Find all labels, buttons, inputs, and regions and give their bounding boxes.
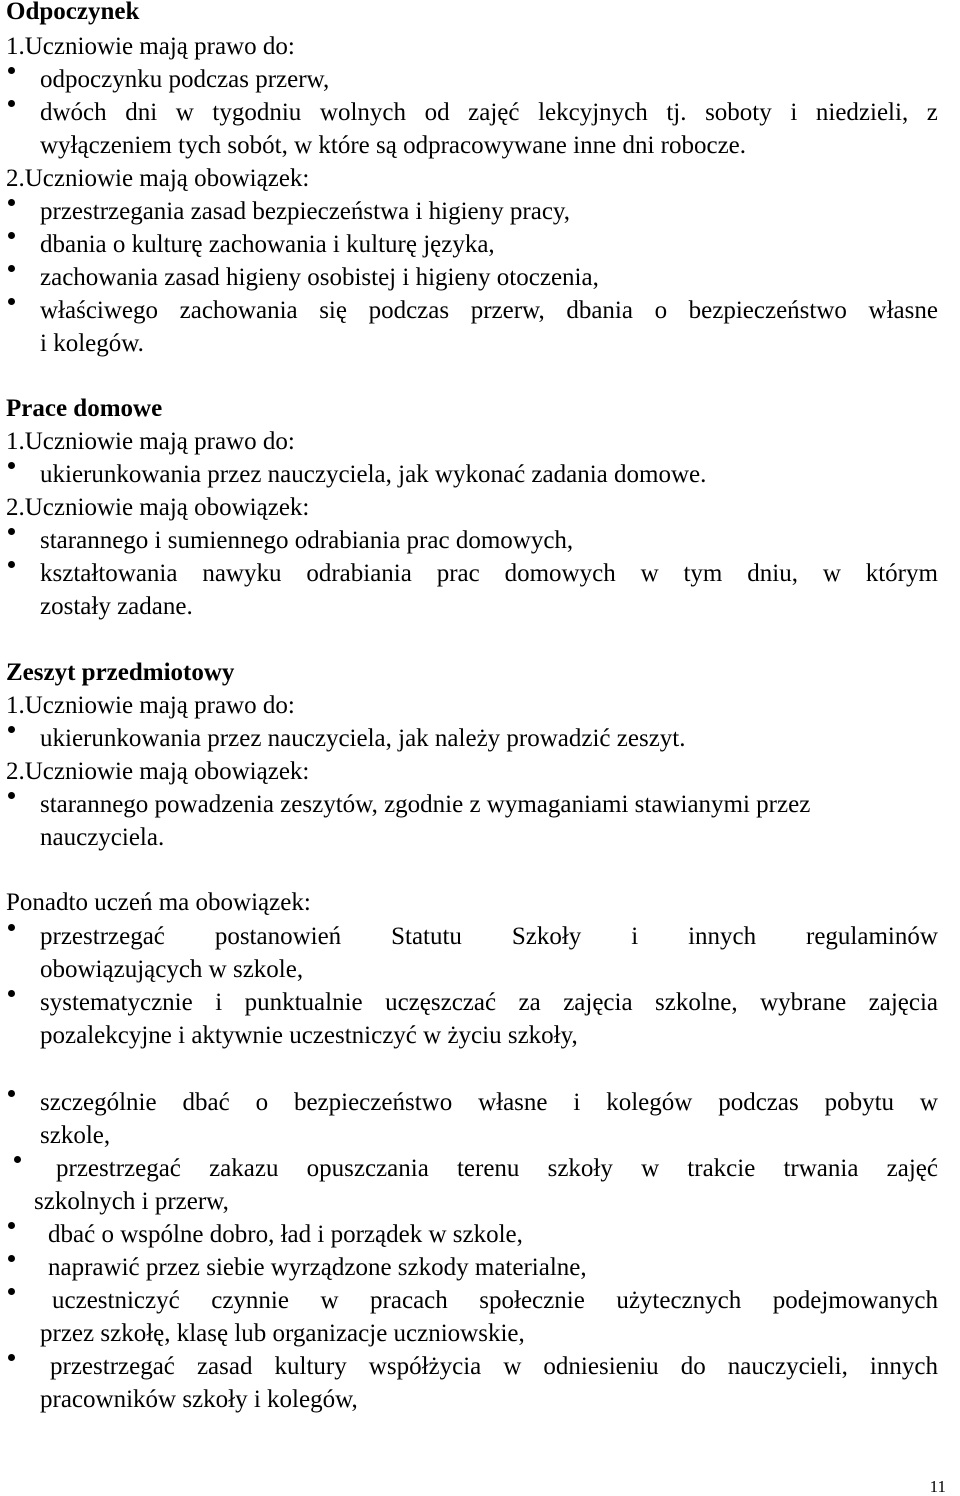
list-item [40,558,938,590]
rights-label: 1.Uczniowie mają prawo do: [6,428,295,455]
bullet-icon [8,1090,15,1097]
list-item-continuation: szkole, [40,1122,111,1149]
word: w [320,1287,339,1314]
word: dbać [182,1089,230,1116]
word: współżycia [368,1353,482,1380]
duties-label: 2.Uczniowie mają obowiązek: [6,758,310,785]
word: zajęcia [563,989,633,1016]
bullet-icon [8,528,15,535]
word: odrabiania [306,560,412,587]
list-item: dbać o wspólne dobro, ład i porządek w szkole, [48,1221,523,1248]
word: własne [868,297,938,324]
word: kultury [274,1353,347,1380]
page-number: 11 [929,1477,946,1496]
word: systematycznie [40,989,193,1016]
word: terenu [456,1155,520,1182]
word: z [926,99,938,126]
word: szkoły [547,1155,613,1182]
word: przestrzegać [50,1353,175,1380]
list-item [56,1153,938,1185]
bullet-icon [8,792,15,799]
word: pracach [370,1287,448,1314]
bullet-icon [8,232,15,239]
word: bezpieczeństwo [293,1089,453,1116]
word: którym [865,560,938,587]
word: trakcie [687,1155,756,1182]
bullet-icon [8,298,15,305]
list-item: przestrzegania zasad bezpieczeństwa i higieny pracy, [40,198,571,225]
word: od [424,99,450,126]
word: i [790,99,798,126]
list-item [52,1285,938,1317]
list-item-continuation: zostały zadane. [40,593,193,620]
list-item [40,295,938,327]
word: soboty [705,99,772,126]
bullet-icon [8,1288,15,1295]
word: przestrzegać [40,923,165,950]
word: i [215,989,223,1016]
word: pobytu [824,1089,895,1116]
word: właściwego [40,297,159,324]
word: zachowania [179,297,298,324]
word: wybrane [760,989,847,1016]
list-item [50,1351,938,1383]
word: i [573,1089,581,1116]
word: kolegów [606,1089,693,1116]
list-item-continuation: szkolnych i przerw, [34,1188,229,1215]
list-item-continuation: przez szkołę, klasę lub organizacje uczniowskie, [40,1320,525,1347]
word: wolnych [319,99,406,126]
bullet-icon [8,67,15,74]
list-item [40,921,938,953]
list-item-continuation: pozalekcyjne i aktywnie uczestniczyć w życiu szkoły, [40,1022,578,1049]
word: nauczycieli, [727,1353,848,1380]
word: tygodniu [212,99,302,126]
bullet-icon [8,561,15,568]
list-item-continuation: wyłączeniem tych sobót, w które są odpracowywane inne dni robocze. [40,132,747,159]
word: czynnie [211,1287,289,1314]
bullet-icon [8,1255,15,1262]
bullet-icon [8,265,15,272]
word: uczestniczyć [52,1287,180,1314]
section-heading-zeszyt: Zeszyt przedmiotowy [6,659,235,686]
word: zajęć [468,99,520,126]
list-item [40,1087,938,1119]
word: o [255,1089,269,1116]
list-item [40,97,938,129]
word: za [518,989,541,1016]
word: Szkoły [511,923,582,950]
word: przestrzegać [56,1155,181,1182]
list-item: odpoczynku podczas przerw, [40,66,330,93]
word: punktualnie [244,989,363,1016]
bullet-icon [8,1222,15,1229]
duties-label: 2.Uczniowie mają obowiązek: [6,165,310,192]
word: szkolne, [655,989,738,1016]
word: podczas [368,297,450,324]
word: domowych [504,560,616,587]
word: zakazu [209,1155,279,1182]
word: zajęć [886,1155,938,1182]
bullet-icon [14,1156,21,1163]
word: niedzieli, [815,99,909,126]
bullet-icon [8,100,15,107]
word: innych [869,1353,938,1380]
duties-label: 2.Uczniowie mają obowiązek: [6,494,310,521]
word: innych [688,923,757,950]
list-item: starannego powadzenia zeszytów, zgodnie z wymaganiami stawianymi przez [40,791,811,818]
bullet-icon [8,462,15,469]
rights-label: 1.Uczniowie mają prawo do: [6,33,295,60]
word: podczas [718,1089,799,1116]
word: i [631,923,639,950]
list-item-continuation: i kolegów. [40,330,144,357]
word: tj. [666,99,687,126]
word: zasad [196,1353,253,1380]
list-item [40,987,938,1019]
word: Statutu [391,923,462,950]
bullet-icon [8,990,15,997]
word: społecznie [479,1287,585,1314]
word: dni [125,99,158,126]
list-item: naprawić przez siebie wyrządzone szkody materialne, [48,1254,587,1281]
word: podejmowanych [772,1287,938,1314]
word: przerw, [470,297,545,324]
word: własne [478,1089,548,1116]
list-item: dbania o kulturę zachowania i kulturę języka, [40,231,495,258]
list-item: ukierunkowania przez nauczyciela, jak wykonać zadania domowe. [40,461,707,488]
word: regulaminów [806,923,938,950]
word: tym [683,560,723,587]
word: w [640,560,659,587]
rights-label: 1.Uczniowie mają prawo do: [6,692,295,719]
word: do [680,1353,706,1380]
word: postanowień [214,923,342,950]
word: w [503,1353,522,1380]
word: w [822,560,841,587]
word: odniesieniu [543,1353,659,1380]
section-heading-prace-domowe: Prace domowe [6,395,163,422]
list-item-continuation: pracowników szkoły i kolegów, [40,1386,358,1413]
word: w [641,1155,660,1182]
bullet-icon [8,1354,15,1361]
word: dbania [566,297,633,324]
word: szczególnie [40,1089,157,1116]
word: trwania [783,1155,859,1182]
word: opuszczania [306,1155,429,1182]
word: użytecznych [616,1287,742,1314]
word: zajęcia [868,989,938,1016]
word: w [919,1089,938,1116]
word: się [319,297,347,324]
bullet-icon [8,199,15,206]
bullet-icon [8,726,15,733]
general-duties-label: Ponadto uczeń ma obowiązek: [6,889,311,916]
section-heading-odpoczynek: Odpoczynek [6,0,140,25]
list-item: zachowania zasad higieny osobistej i higieny otoczenia, [40,264,599,291]
list-item-continuation: nauczyciela. [40,824,165,851]
word: kształtowania [40,560,178,587]
word: prac [436,560,480,587]
word: uczęszczać [385,989,497,1016]
word: dwóch [40,99,107,126]
word: o [654,297,668,324]
list-item: ukierunkowania przez nauczyciela, jak należy prowadzić zeszyt. [40,725,686,752]
word: nawyku [202,560,282,587]
word: dniu, [747,560,798,587]
list-item-continuation: obowiązujących w szkole, [40,956,304,983]
word: lekcyjnych [538,99,648,126]
list-item: starannego i sumiennego odrabiania prac domowych, [40,527,574,554]
bullet-icon [8,924,15,931]
word: w [175,99,194,126]
word: bezpieczeństwo [688,297,847,324]
